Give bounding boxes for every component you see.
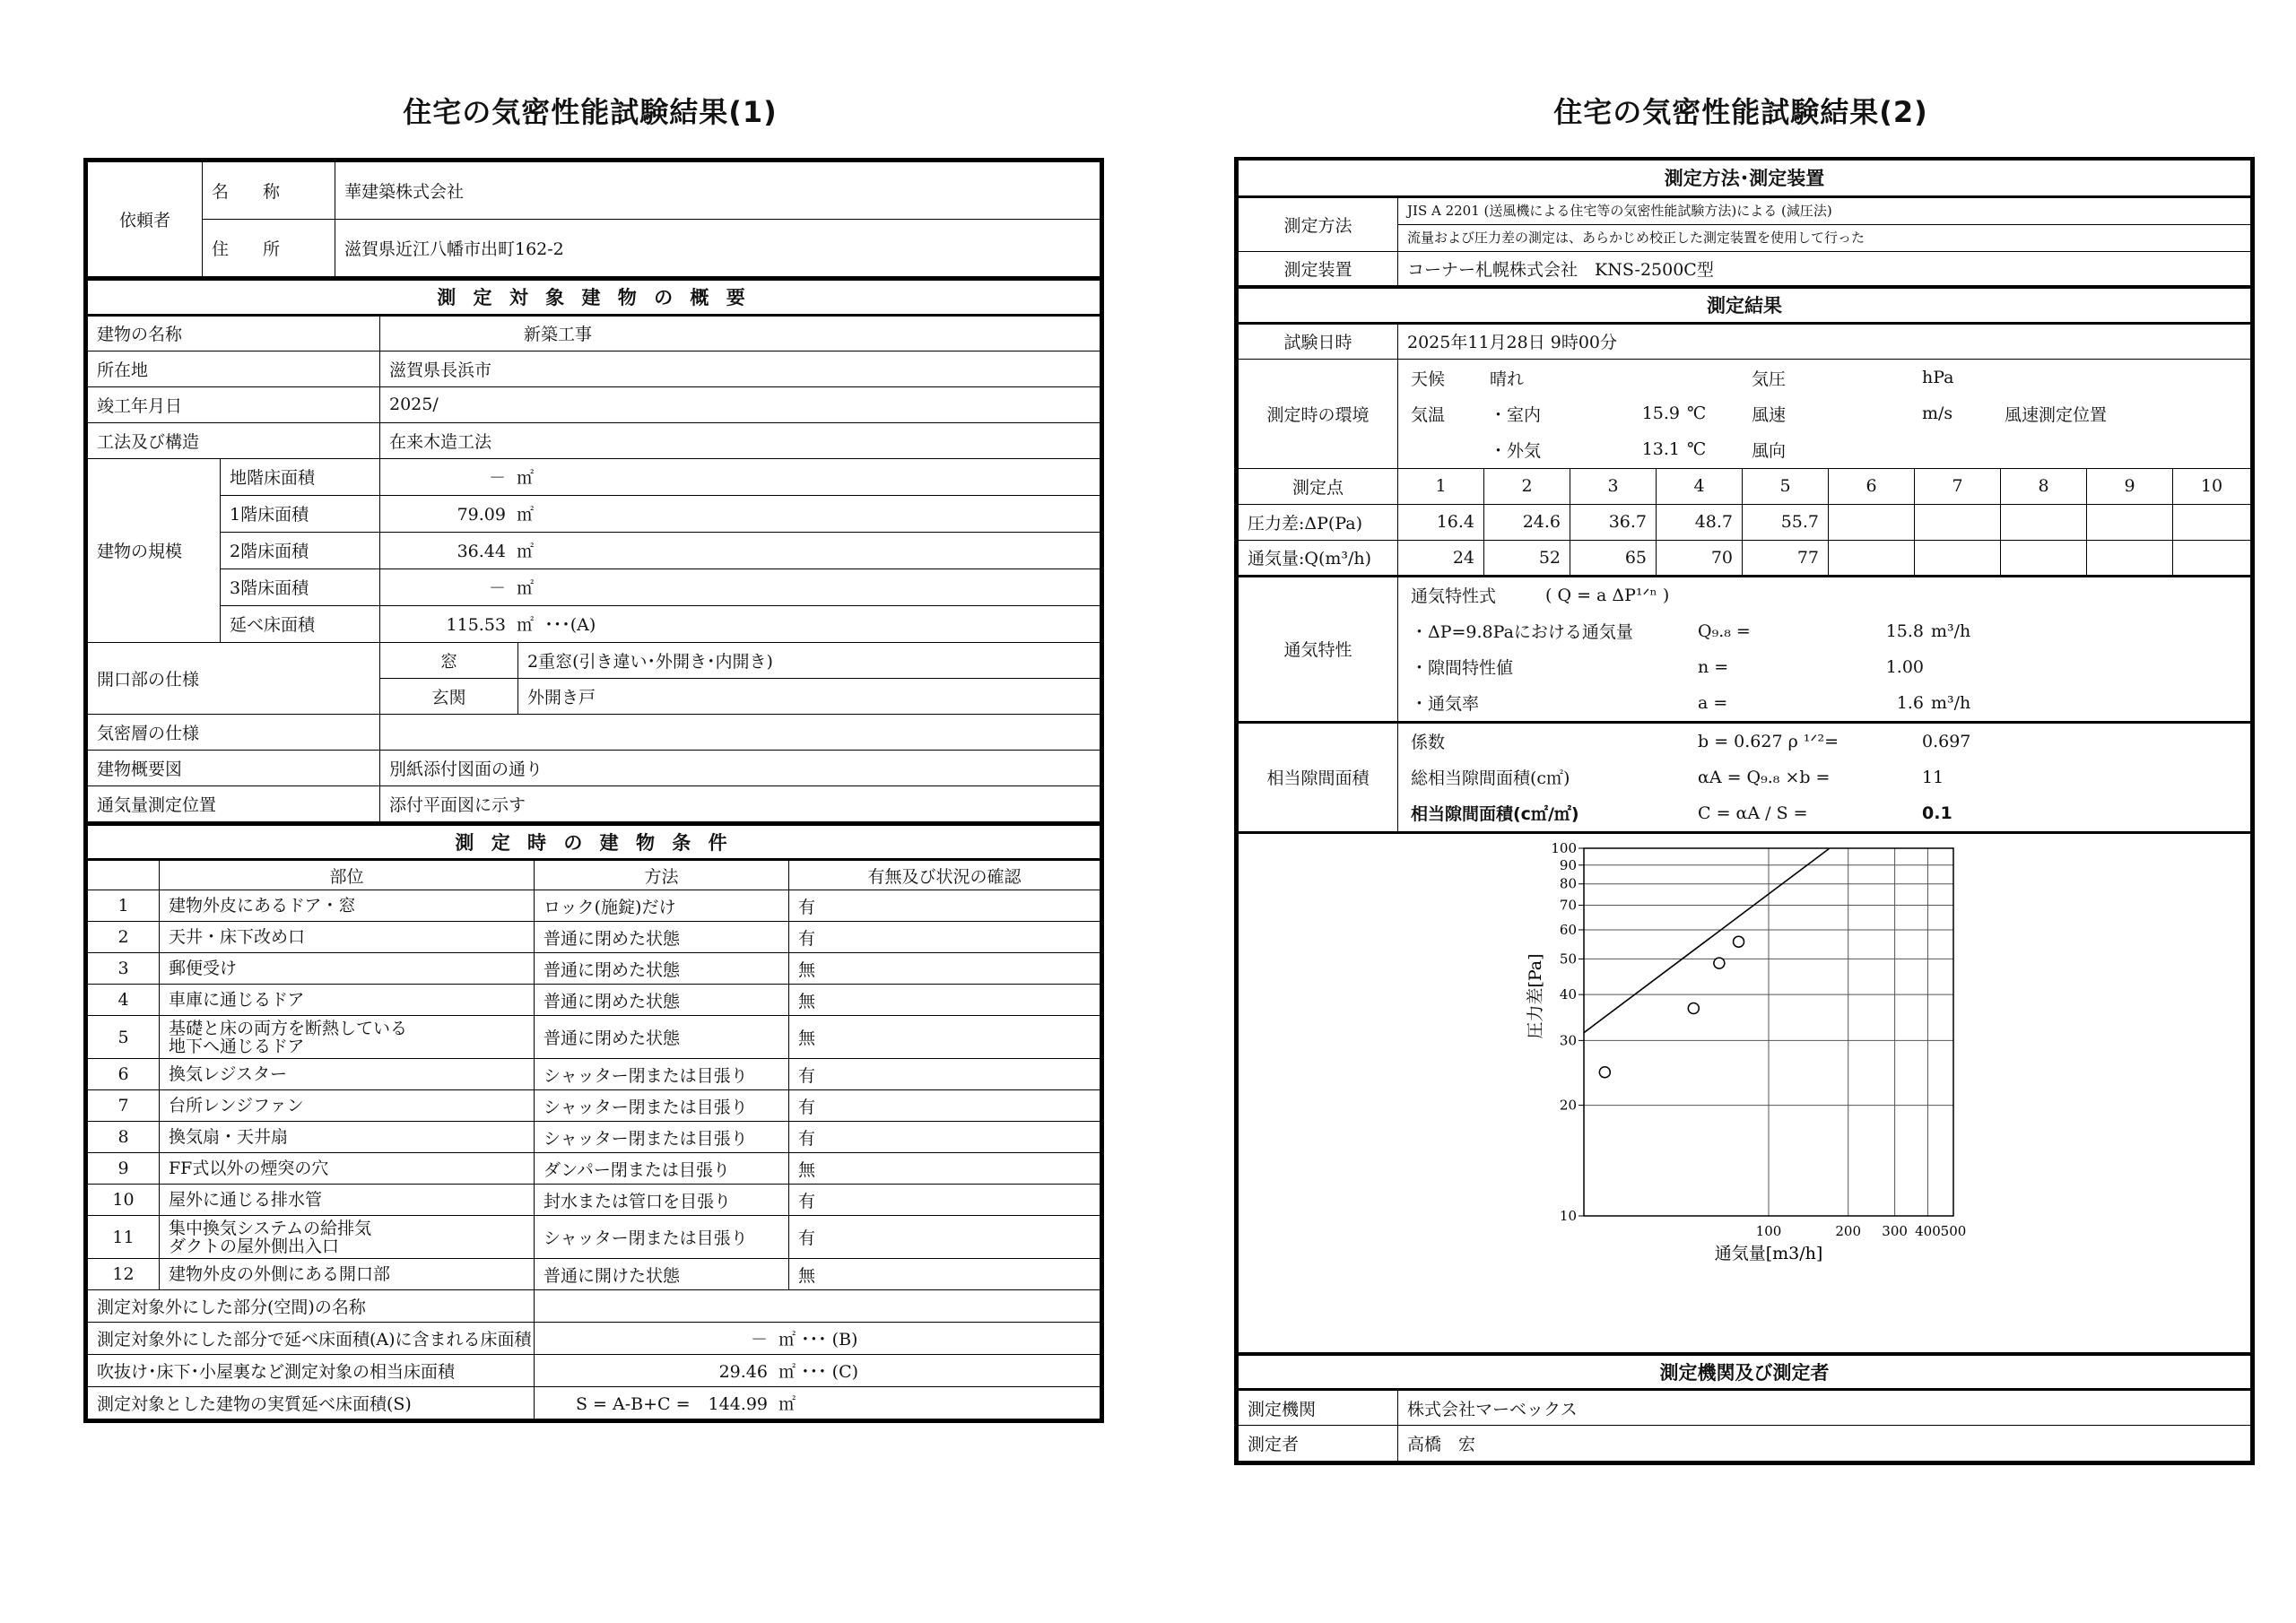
airtight-layer-value: [380, 714, 1100, 750]
y-tick-label: 40: [1559, 985, 1577, 1002]
condition-part: 天井・床下改め口: [169, 927, 306, 947]
person-value: 高橋 宏: [1398, 1426, 2251, 1462]
dp-value: [2001, 504, 2087, 540]
date-value: 2025年11月28日 9時00分: [1398, 323, 2251, 359]
atrium-unit: ㎡ ･･･ (C): [778, 1362, 859, 1382]
col-check: 有無及び状況の確認: [789, 860, 1100, 890]
condition-no: 2: [88, 922, 160, 953]
chart-area: [1239, 834, 2250, 1352]
condition-row: [88, 1153, 1100, 1185]
dp-value: [2173, 504, 2251, 540]
y-tick-label: 10: [1559, 1207, 1577, 1224]
condition-part: 屋外に通じる排水管: [169, 1190, 323, 1210]
x-axis-label: 通気量[m3/h]: [1714, 1243, 1823, 1263]
condition-row: [88, 953, 1100, 985]
device-value: コーナー札幌株式会社 KNS-2500C型: [1398, 251, 2251, 287]
x-tick-label: 300: [1882, 1222, 1908, 1239]
condition-check: 有: [789, 1059, 1100, 1090]
condition-method: シャッター閉または目張り: [535, 1122, 789, 1153]
actual-area-label: 測定対象とした建物の実質延べ床面積(S): [88, 1387, 535, 1419]
openings-label: 開口部の仕様: [88, 642, 380, 714]
q-value: [2087, 540, 2173, 576]
pressure-label: 気圧: [1752, 369, 1787, 389]
condition-check: 有: [789, 890, 1100, 922]
overview-table: [87, 277, 1100, 822]
sheet-2: [1234, 157, 2255, 1465]
y-tick-label: 60: [1559, 921, 1577, 938]
condition-method: 普通に開けた状態: [535, 1259, 789, 1290]
excluded-area-value: －: [750, 1330, 768, 1350]
location: 滋賀県長浜市: [380, 351, 1100, 386]
location-label: 所在地: [88, 351, 380, 386]
floor-value: －: [488, 468, 506, 488]
floor-unit: ㎡: [517, 542, 535, 561]
condition-check: 無: [789, 1259, 1100, 1290]
floor-note: ･･･(A): [544, 615, 596, 635]
condition-method: シャッター閉または目張り: [535, 1090, 789, 1122]
date-label: 試験日時: [1239, 323, 1398, 359]
entrance-value: 外開き戸: [518, 678, 1100, 714]
condition-no: 8: [88, 1122, 160, 1153]
data-point: [1714, 958, 1725, 968]
q98-value: 15.8: [1885, 621, 1924, 641]
pressure-unit: hPa: [1922, 368, 1954, 387]
construction-method-label: 工法及び構造: [88, 422, 380, 458]
n-value: 1.00: [1885, 656, 1924, 677]
y-tick-label: 80: [1559, 875, 1577, 892]
temp-unit: ℃: [1687, 404, 1707, 423]
measure-point: 10: [2173, 468, 2251, 504]
method-line-1: JIS A 2201 (送風機による住宅等の気密性能試験方法)による (減圧法): [1398, 198, 2250, 225]
y-tick-label: 20: [1559, 1097, 1577, 1114]
measure-position-label: 通気量測定位置: [88, 785, 380, 821]
condition-part: 換気扇・天井扇: [169, 1127, 289, 1147]
window-value: 2重窓(引き違い･外開き･内開き): [518, 642, 1100, 678]
floor-value: 79.09: [457, 505, 506, 525]
a-value: 1.6: [1896, 692, 1924, 713]
condition-no: 1: [88, 890, 160, 922]
q-value: [1915, 540, 2001, 576]
excluded-area-unit: ㎡ ･･･ (B): [778, 1330, 858, 1350]
q-value: 24: [1398, 540, 1484, 576]
measure-point: 9: [2087, 468, 2173, 504]
coef-formula: b = 0.627 ρ ¹ᐟ²=: [1698, 731, 1839, 751]
data-point: [1688, 1002, 1699, 1013]
method-label: 測定方法: [1239, 196, 1398, 251]
agency-heading: 測定機関及び測定者: [1239, 1354, 2251, 1390]
y-axis-label: 圧力差[Pa]: [1526, 952, 1545, 1039]
sheet-1: [83, 158, 1104, 1423]
x-tick-label: 200: [1835, 1222, 1862, 1239]
person-label: 測定者: [1239, 1426, 1398, 1462]
condition-check: 有: [789, 1185, 1100, 1216]
q-value: 65: [1570, 540, 1657, 576]
a-label: ・通気率: [1411, 694, 1480, 714]
x-tick-label: 400: [1915, 1222, 1941, 1239]
dp-value: 24.6: [1484, 504, 1570, 540]
dp-value: 55.7: [1743, 504, 1829, 540]
condition-method: 普通に閉めた状態: [535, 1016, 789, 1059]
condition-part: 換気レジスター: [169, 1064, 287, 1084]
condition-no: 6: [88, 1059, 160, 1090]
condition-row: [88, 890, 1100, 922]
floor-unit: ㎡: [517, 505, 535, 525]
device-label: 測定装置: [1239, 251, 1398, 287]
floor-unit: ㎡: [517, 578, 535, 598]
condition-no: 3: [88, 953, 160, 985]
condition-row: [88, 1090, 1100, 1122]
y-tick-label: 70: [1559, 897, 1577, 914]
condition-row: [88, 922, 1100, 953]
wind-direction-label: 風向: [1752, 440, 1787, 461]
characteristics-grid: [1407, 577, 2241, 721]
total-gap-label: 総相当隙間面積(c㎡): [1411, 768, 1570, 788]
q-value: 52: [1484, 540, 1570, 576]
client-name-label: 名 称: [203, 162, 335, 220]
c-value-label: 相当隙間面積(c㎡/㎡): [1411, 804, 1579, 824]
gap-grid: [1407, 724, 2241, 831]
floor-unit: ㎡: [517, 468, 535, 488]
measure-point: 4: [1657, 468, 1743, 504]
drawing-value: 別紙添付図面の通り: [380, 750, 1100, 785]
results-heading: 測定結果: [1239, 287, 2251, 323]
conditions-table: [87, 822, 1100, 1420]
wind-speed-unit: m/s: [1922, 404, 1953, 423]
condition-part: 郵便受け: [169, 959, 238, 978]
atrium-value: 29.46: [718, 1362, 768, 1382]
weather-label: 天候: [1411, 369, 1446, 389]
measure-point: 1: [1398, 468, 1484, 504]
c-value-formula: C = αA / S =: [1698, 803, 1808, 823]
results-table: [1238, 161, 2251, 1462]
measure-point: 8: [2001, 468, 2087, 504]
points-label: 測定点: [1239, 468, 1398, 504]
coef-label: 係数: [1411, 733, 1446, 752]
q98-label: ・ΔP=9.8Paにおける通気量: [1411, 622, 1633, 642]
actual-area-formula: S = A-B+C =: [576, 1394, 691, 1414]
n-symbol: n =: [1698, 656, 1729, 677]
col-method: 方法: [535, 860, 789, 890]
condition-no: 4: [88, 985, 160, 1016]
overview-heading: 測 定 対 象 建 物 の 概 要: [88, 279, 1100, 315]
agency-label: 測定機関: [1239, 1390, 1398, 1426]
dp-value: 36.7: [1570, 504, 1657, 540]
gap-area-label: 相当隙間面積: [1239, 722, 1398, 832]
condition-no: 12: [88, 1259, 160, 1290]
condition-method: 普通に閉めた状態: [535, 985, 789, 1016]
condition-no: 5: [88, 1016, 160, 1059]
measure-point: 3: [1570, 468, 1657, 504]
floor-label: 1階床面積: [221, 495, 380, 532]
condition-part: 建物外皮にあるドア・窓: [169, 896, 356, 916]
client-address: 滋賀県近江八幡市出町162-2: [335, 220, 1100, 277]
y-tick-label: 100: [1551, 839, 1577, 856]
condition-part: 車庫に通じるドア: [169, 990, 305, 1010]
condition-row: [88, 1259, 1100, 1290]
floor-unit: ㎡: [517, 615, 535, 635]
client-table: [87, 161, 1100, 277]
weather-value: 晴れ: [1490, 369, 1525, 389]
condition-part: 建物外皮の外側にある開口部: [169, 1264, 391, 1284]
agency-value: 株式会社マーベックス: [1398, 1390, 2251, 1426]
method-line-2: 流量および圧力差の測定は、あらかじめ校正した測定装置を使用して行った: [1407, 229, 1866, 246]
floor-value: 36.44: [457, 542, 506, 561]
page-title-2: 住宅の気密性能試験結果(2): [1553, 95, 1928, 129]
condition-row: [88, 1185, 1100, 1216]
condition-part-line2: ダクトの屋外側出入口: [169, 1236, 340, 1256]
completion-label: 竣工年月日: [88, 386, 380, 422]
formula: ( Q = a ΔP¹ᐟⁿ ): [1545, 585, 1670, 605]
condition-check: 有: [789, 1090, 1100, 1122]
condition-method: ダンパー閉または目張り: [535, 1153, 789, 1185]
y-tick-label: 30: [1559, 1031, 1577, 1048]
condition-check: 無: [789, 1016, 1100, 1059]
a-unit: m³/h: [1931, 692, 1971, 713]
condition-part: FF式以外の煙突の穴: [169, 1159, 329, 1178]
q-value: [2001, 540, 2087, 576]
condition-row: [88, 1216, 1100, 1259]
client-group-label: 依頼者: [88, 162, 203, 277]
temp-label: 気温: [1411, 404, 1446, 425]
condition-no: 7: [88, 1090, 160, 1122]
env-grid: [1407, 360, 2241, 467]
floor-label: 2階床面積: [221, 532, 380, 568]
condition-row: [88, 985, 1100, 1016]
q-value: [2173, 540, 2251, 576]
window-label: 窓: [380, 642, 518, 678]
building-name-label: 建物の名称: [88, 315, 380, 351]
measure-point: 5: [1743, 468, 1829, 504]
wind-position-label: 風速測定位置: [2005, 404, 2108, 425]
drawing-label: 建物概要図: [88, 750, 380, 785]
condition-method: シャッター閉または目張り: [535, 1059, 789, 1090]
y-tick-label: 50: [1559, 950, 1577, 967]
env-label: 測定時の環境: [1239, 359, 1398, 468]
floor-label: 地階床面積: [221, 458, 380, 495]
n-label: ・隙間特性値: [1411, 658, 1514, 678]
building-name: 新築工事: [380, 315, 1100, 351]
construction-method: 在来木造工法: [380, 422, 1100, 458]
pressure-flow-chart: [1508, 839, 2010, 1341]
condition-method: ロック(施錠)だけ: [535, 890, 789, 922]
outdoor-value: 13.1: [1641, 439, 1680, 459]
dp-label: 圧力差:ΔP(Pa): [1239, 504, 1398, 540]
condition-no: 10: [88, 1185, 160, 1216]
floor-value: 115.53: [446, 615, 506, 635]
floor-label: 3階床面積: [221, 568, 380, 605]
condition-method: 普通に閉めた状態: [535, 953, 789, 985]
c-value: 0.1: [1922, 803, 1952, 823]
condition-no: 9: [88, 1153, 160, 1185]
condition-row: [88, 1016, 1100, 1059]
conditions-heading: 測 定 時 の 建 物 条 件: [88, 824, 1100, 860]
measure-position-value: 添付平面図に示す: [380, 785, 1100, 821]
completion: 2025/: [380, 386, 1100, 422]
dp-value: 48.7: [1657, 504, 1743, 540]
actual-area-unit: ㎡: [778, 1394, 796, 1414]
q-value: 77: [1743, 540, 1829, 576]
a-symbol: a =: [1698, 692, 1728, 713]
q-value: 70: [1657, 540, 1743, 576]
indoor-label: ・室内: [1490, 404, 1542, 425]
condition-row: [88, 1059, 1100, 1090]
condition-part: 集中換気システムの給排気: [169, 1218, 372, 1238]
condition-method: 封水または管口を目張り: [535, 1185, 789, 1216]
excluded-area-label: 測定対象外にした部分で延べ床面積(A)に含まれる床面積: [88, 1323, 535, 1355]
airtight-layer-label: 気密層の仕様: [88, 714, 380, 750]
q-value: [1829, 540, 1915, 576]
measure-point: 2: [1484, 468, 1570, 504]
condition-part: 基礎と床の両方を断熱している: [169, 1018, 408, 1038]
characteristics-label: 通気特性: [1239, 576, 1398, 722]
measure-point: 6: [1829, 468, 1915, 504]
condition-check: 無: [789, 953, 1100, 985]
total-gap-formula: αA = Q₉.₈ ×b =: [1698, 767, 1831, 787]
col-part: 部位: [160, 860, 535, 890]
total-gap-value: 11: [1922, 767, 1944, 787]
dp-value: [1829, 504, 1915, 540]
page-title-1: 住宅の気密性能試験結果(1): [403, 95, 778, 129]
outdoor-label: ・外気: [1490, 440, 1542, 461]
coef-value: 0.697: [1922, 731, 1971, 751]
method-heading: 測定方法･測定装置: [1239, 161, 2251, 196]
condition-check: 有: [789, 1216, 1100, 1259]
wind-speed-label: 風速: [1752, 404, 1787, 425]
q-label: 通気量:Q(m³/h): [1239, 540, 1398, 576]
q98-unit: m³/h: [1931, 621, 1971, 641]
indoor-value: 15.9: [1641, 404, 1680, 423]
entrance-label: 玄関: [380, 678, 518, 714]
condition-check: 有: [789, 922, 1100, 953]
client-name: 華建築株式会社: [335, 162, 1100, 220]
condition-check: 有: [789, 1122, 1100, 1153]
fit-line: [1584, 848, 1830, 1033]
floor-label: 延べ床面積: [221, 605, 380, 642]
condition-part: 台所レンジファン: [169, 1096, 304, 1115]
x-tick-label: 100: [1755, 1222, 1782, 1239]
excluded-name-value: [535, 1290, 1100, 1323]
atrium-label: 吹抜け･床下･小屋裏など測定対象の相当床面積: [88, 1355, 535, 1387]
floor-value: －: [488, 578, 506, 598]
x-tick-label: 500: [1940, 1222, 1967, 1239]
dp-value: [2087, 504, 2173, 540]
excluded-name-label: 測定対象外にした部分(空間)の名称: [88, 1290, 535, 1323]
y-tick-label: 90: [1559, 856, 1577, 873]
dp-value: 16.4: [1398, 504, 1484, 540]
q98-symbol: Q₉.₈ =: [1698, 621, 1751, 641]
client-address-label: 住 所: [203, 220, 335, 277]
data-point: [1734, 936, 1744, 947]
actual-area-value: 144.99: [708, 1394, 768, 1414]
condition-no: 11: [88, 1216, 160, 1259]
condition-check: 無: [789, 985, 1100, 1016]
scale-label: 建物の規模: [88, 458, 221, 642]
condition-check: 無: [789, 1153, 1100, 1185]
data-point: [1599, 1066, 1610, 1077]
formula-label: 通気特性式: [1411, 586, 1497, 606]
measure-point: 7: [1915, 468, 2001, 504]
condition-method: 普通に閉めた状態: [535, 922, 789, 953]
dp-value: [1915, 504, 2001, 540]
condition-row: [88, 1122, 1100, 1153]
condition-part-line2: 地下へ通じるドア: [169, 1036, 305, 1056]
temp-unit: ℃: [1687, 439, 1707, 459]
condition-method: シャッター閉または目張り: [535, 1216, 789, 1259]
